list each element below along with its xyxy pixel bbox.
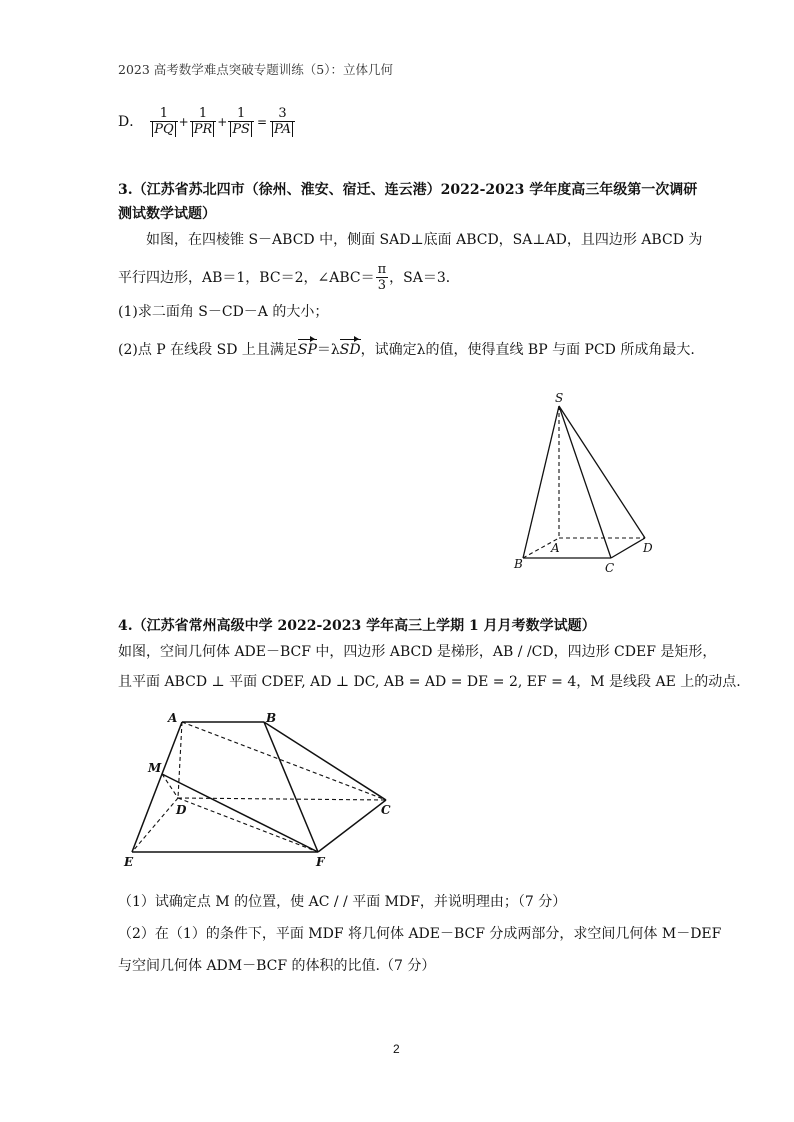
label-F: F [316,855,325,869]
label-B: B [514,557,523,571]
q4-part1: （1）试确定点 M 的位置，使 AC / / 平面 MDF，并说明理由；（7 分） [118,894,567,910]
label-C: C [381,803,391,817]
solid-figure [118,706,408,870]
q3-stem-line1: 如图，在四棱锥 S－ABCD 中，侧面 SAD⊥底面 ABCD，SA⊥AD，且四边形 ABCD 为 [146,232,703,248]
page-header: 2023 高考数学难点突破专题训练（5）：立体几何 [118,62,393,77]
option-d-label: D． [118,113,144,130]
label-A: A [168,711,178,725]
q4-stem-line1: 如图，空间几何体 ADE－BCF 中，四边形 ABCD 是梯形，AB / /CD，四边形 CDEF 是矩形， [118,644,717,660]
q3-part2: (2)点 P 在线段 SD 上且满足SP＝λSD，试确定λ的值，使得直线 BP 与面 PCD 所成角最大. [118,342,695,358]
q4-part2-line1: （2）在（1）的条件下，平面 MDF 将几何体 ADE－BCF 分成两部分，求空间几何体 M－DEF [118,926,722,942]
q3-heading-line2: 测试数学试题） [118,206,216,222]
pyramid-figure [505,388,665,578]
fraction-ps: $\frac{1}{PS}$ [228,106,254,137]
q4-heading: 4.（江苏省常州高级中学 2022-2023 学年高三上学期 1 月月考数学试题） [118,618,596,634]
label-E: E [124,855,134,869]
option-d: D． $\frac{1}{PQ}$ + $\frac{1}{PR}$ + $\frac{1}{PS}$ = $\frac{3}{PA}$ [118,106,296,137]
label-A: A [551,541,560,555]
label-B: B [266,711,277,725]
fraction-pr: $\frac{1}{PR}$ [190,106,217,137]
fraction-pa: $\frac{3}{PA}$ [270,106,295,137]
q3-heading-line1: 3.（江苏省苏北四市（徐州、淮安、宿迁、连云港）2022-2023 学年度高三年级第一次调研 [118,182,698,198]
q3-part1: (1)求二面角 S－CD－A 的大小； [118,304,329,320]
fraction-pi-over-3: $\frac{\pi}{3}$ [377,262,387,293]
label-C: C [605,561,615,575]
label-D: D [643,541,653,555]
q4-stem-line2: 且平面 ABCD ⊥ 平面 CDEF, AD ⊥ DC, AB = AD = DE = 2, EF = 4，M 是线段 AE 上的动点. [118,674,741,690]
label-M: M [148,761,162,775]
vector-sd: SD [339,342,361,358]
label-D: D [176,803,187,817]
q3-stem-line2: 平行四边形，AB＝1，BC＝2，∠ABC＝ $\frac{\pi}{3}$ ，SA＝3． [118,262,460,293]
fraction-pq: $\frac{1}{PQ}$ [150,106,177,137]
label-S: S [555,391,564,405]
q4-part2-line2: 与空间几何体 ADM－BCF 的体积的比值.（7 分） [118,958,436,974]
page-number: 2 [393,1042,400,1056]
vector-sp: SP [297,342,317,358]
